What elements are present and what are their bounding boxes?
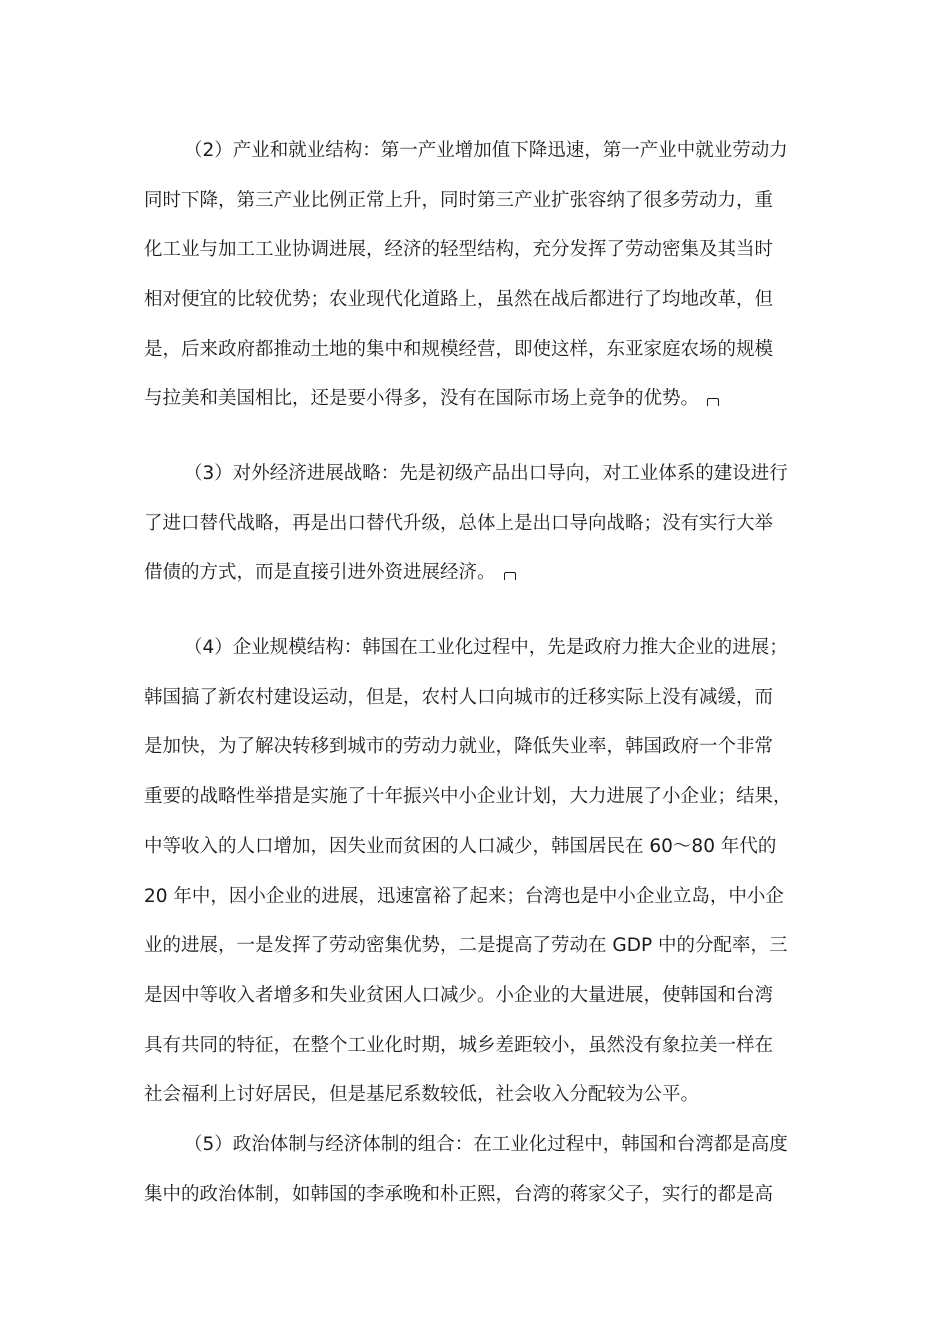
paragraph-1-line-3: 化工业与加工工业协调进展，经济的轻型结构，充分发挥了劳动密集及其当时 — [144, 239, 774, 260]
paragraph-3-line-6: 20 年中，因小企业的进展，迅速富裕了起来；台湾也是中小企业立岛，中小企 — [144, 886, 784, 907]
paragraph-3-line-5: 中等收入的人口增加，因失业而贫困的人口减少，韩国居民在 60～80 年代的 — [144, 836, 777, 857]
paragraph-end-mark-icon — [504, 572, 516, 580]
paragraph-2-line-3 — [144, 560, 516, 586]
paragraph-1-line-6 — [144, 386, 719, 412]
paragraph-3-line-1: （4）企业规模结构：韩国在工业化过程中，先是政府力推大企业的进展； — [184, 637, 788, 658]
paragraph-1-line-6-text: 与拉美和美国相比，还是要小得多，没有在国际市场上竞争的优势。 — [144, 388, 700, 409]
paragraph-end-mark-icon — [707, 398, 719, 406]
paragraph-4-line-2: 集中的政治体制，如韩国的李承晚和朴正熙，台湾的蒋家父子，实行的都是高 — [144, 1184, 774, 1205]
paragraph-2-line-1: （3）对外经济进展战略：先是初级产品出口导向，对工业体系的建设进行 — [184, 463, 788, 484]
paragraph-1-line-2: 同时下降，第三产业比例正常上升，同时第三产业扩张容纳了很多劳动力，重 — [144, 190, 774, 211]
paragraph-2-line-2: 了进口替代战略，再是出口替代升级，总体上是出口导向战略；没有实行大举 — [144, 513, 774, 534]
paragraph-1-line-5: 是，后来政府都推动土地的集中和规模经营，即使这样，东亚家庭农场的规模 — [144, 339, 774, 360]
paragraph-3-line-3: 是加快，为了解决转移到城市的劳动力就业，降低失业率，韩国政府一个非常 — [144, 736, 774, 757]
paragraph-3-line-8: 是因中等收入者增多和失业贫困人口减少。小企业的大量进展，使韩国和台湾 — [144, 985, 774, 1006]
paragraph-4-line-1: （5）政治体制与经济体制的组合：在工业化过程中，韩国和台湾都是高度 — [184, 1134, 788, 1155]
paragraph-3-line-7: 业的进展，一是发挥了劳动密集优势，二是提高了劳动在 GDP 中的分配率，三 — [144, 935, 788, 956]
paragraph-2-line-3-text: 借债的方式，而是直接引进外资进展经济。 — [144, 562, 496, 583]
paragraph-1-line-4: 相对便宜的比较优势；农业现代化道路上，虽然在战后都进行了均地改革，但 — [144, 289, 774, 310]
paragraph-1-line-1: （2）产业和就业结构：第一产业增加值下降迅速，第一产业中就业劳动力 — [184, 140, 788, 161]
paragraph-3-line-9: 具有共同的特征，在整个工业化时期，城乡差距较小，虽然没有象拉美一样在 — [144, 1035, 774, 1056]
paragraph-3-line-4: 重要的战略性举措是实施了十年振兴中小企业计划，大力进展了小企业；结果， — [144, 786, 792, 807]
paragraph-3-line-10: 社会福利上讨好居民，但是基尼系数较低，社会收入分配较为公平。 — [144, 1084, 700, 1105]
paragraph-3-line-2: 韩国搞了新农村建设运动，但是，农村人口向城市的迁移实际上没有减缓，而 — [144, 687, 774, 708]
